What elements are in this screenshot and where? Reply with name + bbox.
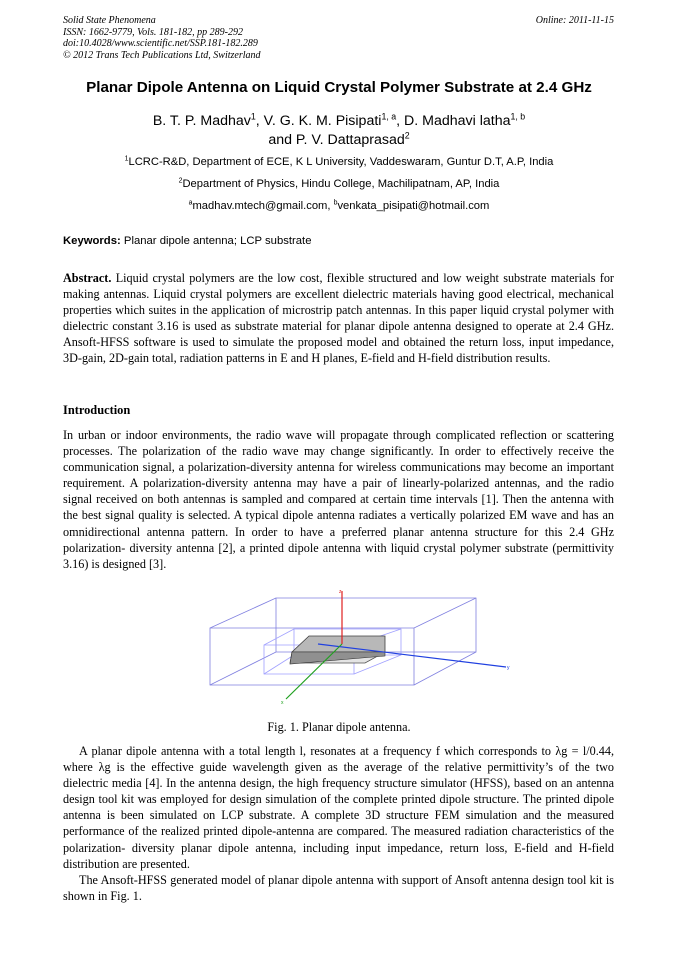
affil-mark: 2 xyxy=(178,177,183,185)
intro-paragraph-1: In urban or indoor environments, the radio wave will propagate through complicated reflection or scattering processes. The polarization of the radio wave may change significantly. In order to effectively receive the communication signal, a polarization-diversity antenna for wireless communications may become an important requirement. A polarization-diversity antenna may have a pair of linearly-polarized antennas, and the radio signal received on both antennas is sampled and compared at certain time intervals [1]. Then the antenna with the best signal quality is selected. A typical dipole antenna radiates a vertically polarized EM wave and has an omnidirectional antenna pattern. In order to have a preferred planar antenna structure for this 2.4 GHz polarization- diversity antenna [2], a printed dipole antenna with liquid crystal polymer substrate (permittivity 3.16) is designed [3]. xyxy=(63,428,614,571)
keywords-text: Planar dipole antenna; LCP substrate xyxy=(120,235,312,247)
email-line xyxy=(0,200,678,212)
y-axis-label: y xyxy=(507,665,510,671)
author-name: B. T. P. Madhav xyxy=(152,113,251,129)
email-a: madhav.mtech@gmail.com, xyxy=(192,200,334,212)
online-date: Online: 2011-11-15 xyxy=(535,15,614,26)
journal-name: Solid State Phenomena xyxy=(63,15,156,26)
issn-line: ISSN: 1662-9779, Vols. 181-182, pp 289-292 xyxy=(63,26,243,38)
intro-paragraph-2: A planar dipole antenna with a total length l, resonates at a frequency f which corresponds to λg = l/0.44, where λg is the effective guide wavelength given as the average of the relative permittivity’s of the two dielectric media [4]. In the antenna design, the high frequency structure simulator (HFSS), based on an antenna design tool kit was employed for design simulation of the complete printed dipole structure. The printed dipole antenna is been simulated on LCP substrate. A complete 3D structure FEM simulation and the measured performance of the realized printed dipole-antenna are compared. The measured radiation characteristics of the polarization- diversity planar dipole antenna, including input impedance, return loss, E-field and H-field distribution are presented. xyxy=(63,744,614,871)
journal-header xyxy=(63,15,261,61)
author-affil-mark: 1, a xyxy=(381,111,397,122)
email-mark: b xyxy=(333,199,338,207)
abstract xyxy=(63,270,614,367)
author-name: , V. G. K. M. Pisipati xyxy=(255,113,382,129)
intro-paragraph-3: The Ansoft-HFSS generated model of planar dipole antenna with support of Ansoft antenna design tool kit is shown in Fig. 1. xyxy=(63,873,614,904)
author-name: and P. V. Dattaprasad xyxy=(268,132,405,148)
x-axis-label: x xyxy=(281,700,284,706)
affiliation-text: Department of Physics, Hindu College, Machilipatnam, AP, India xyxy=(182,178,500,190)
keywords xyxy=(63,235,311,247)
doi-line: doi:10.4028/www.scientific.net/SSP.181-182.289 xyxy=(63,38,258,49)
affiliation-1 xyxy=(0,156,678,168)
section-heading: Introduction xyxy=(63,403,131,417)
abstract-text: Liquid crystal polymers are the low cost, flexible structured and low weight substrate materials for making antennas. Liquid crystal polymers are excellent dielectric materials having good electrical, mechanical properties which suites in the application of microstrip patch antennas. In this paper liquid crystal polymer with dielectric constant 3.16 is used as substrate material for planar dipole antenna designed to operate at 2.4 GHz. Ansoft-HFSS software is used to simulate the proposed model and obtained the return loss, input impedance, 3D-gain, 2D-gain total, radiation patterns in E and H planes, E-field and H-field distribution results. xyxy=(63,271,614,366)
email-mark: a xyxy=(188,199,193,207)
figure-caption: Fig. 1. Planar dipole antenna. xyxy=(267,720,411,734)
author-list xyxy=(0,112,678,150)
author-affil-mark: 1 xyxy=(250,111,256,122)
affiliation-2 xyxy=(0,178,678,190)
abstract-label: Abstract. xyxy=(63,271,112,285)
paper-title: Planar Dipole Antenna on Liquid Crystal Polymer Substrate at 2.4 GHz xyxy=(86,79,592,96)
author-affil-mark: 1, b xyxy=(510,111,526,122)
email-b: venkata_pisipati@hotmail.com xyxy=(337,200,490,212)
affil-mark: 1 xyxy=(124,155,129,163)
author-affil-mark: 2 xyxy=(404,130,410,141)
keywords-label: Keywords: xyxy=(63,235,121,247)
figure-antenna-model xyxy=(166,587,512,713)
z-axis-label: z xyxy=(339,589,342,595)
copyright-line: © 2012 Trans Tech Publications Ltd, Switzerland xyxy=(63,49,261,61)
author-name: , D. Madhavi latha xyxy=(396,113,511,129)
affiliation-text: LCRC-R&D, Department of ECE, K L University, Vaddeswaram, Guntur D.T, A.P, India xyxy=(128,156,554,168)
